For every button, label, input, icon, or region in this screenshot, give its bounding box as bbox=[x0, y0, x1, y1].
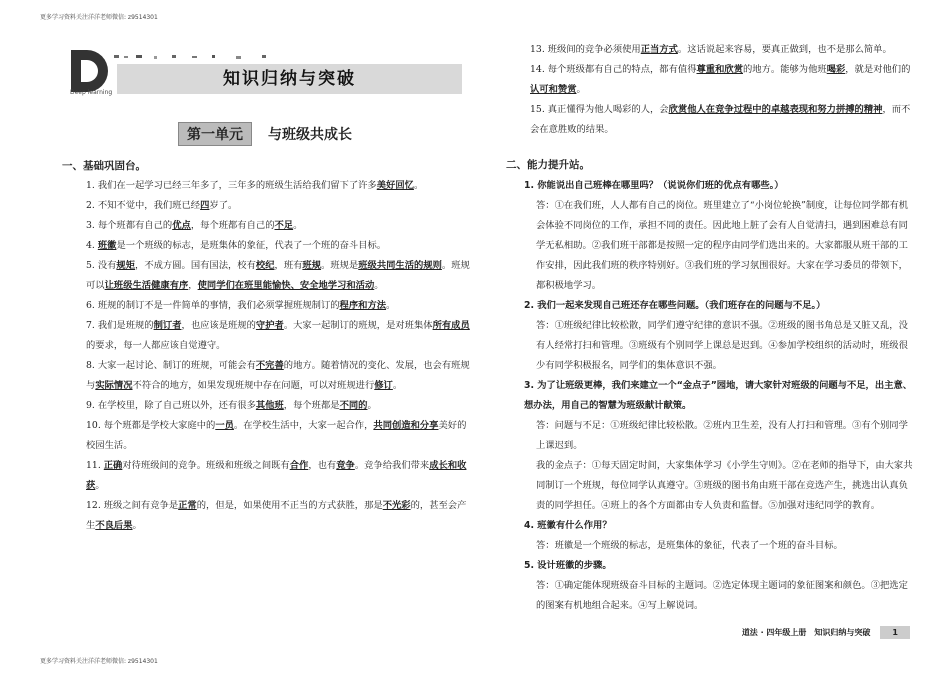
answer: 答：①在我们班，人人都有自己的岗位。班里建立了“小岗位轮换”制度，让每位同学都有机会体验不同岗位的工作，承担不同的责任。因此地上脏了会有人自觉清扫，遇到困难总有同学无私相助。②我们班干部都是按照一定的程序由同学们选出来的。大家都服从班干部的工作安排，因此我们班的秩序特别好。③我们班的学习氛围很好。大家在学习委员的带领下，都积极地学习。 bbox=[536, 200, 909, 291]
page-footer bbox=[742, 626, 910, 639]
basic-list-cont bbox=[520, 40, 916, 140]
answer: 答：①确定能体现班级奋斗目标的主题词。②选定体现主题词的象征图案和颜色。③把选定的图案有机地组合起来。④写上解说词。 bbox=[536, 580, 908, 611]
logo-caption: Deep learning bbox=[70, 89, 113, 96]
list-item: 9. 在学校里，除了自己班以外，还有很多其他班，每个班都是不同的。 bbox=[86, 400, 377, 411]
decorative-dots bbox=[112, 53, 282, 63]
section-heading-2: 二、能力提升站。 bbox=[506, 159, 590, 171]
list-item: 4. 班徽是一个班级的标志，是班集体的象征，代表了一个班的奋斗目标。 bbox=[86, 240, 387, 251]
question: 2. 我们一起来发现自己班还存在哪些问题。（我们班存在的问题与不足。） bbox=[524, 300, 826, 311]
list-item: 6. 班规的制订不是一件简单的事情，我们必须掌握班规制订的程序和方法。 bbox=[86, 300, 396, 311]
list-item: 11. 正确对待班级间的竞争。班级和班级之间既有合作，也有竞争。竞争给我们带来成长和收获。 bbox=[86, 460, 467, 491]
logo-d-icon bbox=[67, 48, 113, 94]
answer: 答：班徽是一个班级的标志，是班集体的象征，代表了一个班的奋斗目标。 bbox=[536, 540, 843, 551]
list-item: 3. 每个班都有自己的优点，每个班都有自己的不足。 bbox=[86, 220, 303, 231]
list-item: 15. 真正懂得为他人喝彩的人，会欣赏他人在竞争过程中的卓越表现和努力拼搏的精神，而不会在意胜败的结果。 bbox=[530, 104, 911, 135]
list-item: 2. 不知不觉中，我们班已经四岁了。 bbox=[86, 200, 238, 211]
page-number: 1 bbox=[880, 626, 910, 639]
answer: 答：①班级纪律比较松散，同学们遵守纪律的意识不强。②班级的图书角总是又脏又乱，没有人经常打扫和管理。③班级有个别同学上课总是迟到。④参加学校组织的活动时，班级很少有同学积极报名，同学们的集体意识不强。 bbox=[536, 320, 908, 371]
list-item: 7. 我们是班规的制订者，也应该是班规的守护者。大家一起制订的班规，是对班集体所有成员的要求，每一人都应该自觉遵守。 bbox=[86, 320, 470, 351]
list-item: 1. 我们在一起学习已经三年多了，三年多的班级生活给我们留下了许多美好回忆。 bbox=[86, 180, 424, 191]
question: 3. 为了让班级更棒，我们来建立一个“金点子”园地，请大家针对班级的问题与不足，出主意、想办法，用自己的智慧为班级献计献策。 bbox=[524, 380, 913, 411]
unit-label: 第一单元 bbox=[178, 122, 252, 146]
watermark-bottom: 更多学习资料关注洋洋老师微信: z9514301 bbox=[40, 658, 158, 665]
list-item: 13. 班级间的竞争必须使用正当方式。这话说起来容易，要真正做到，也不是那么简单。 bbox=[530, 44, 892, 55]
unit-title: 与班级共成长 bbox=[268, 127, 352, 143]
list-item: 14. 每个班级都有自己的特点，都有值得尊重和欣赏的地方。能够为他班喝彩，就是对他们的认可和赞赏。 bbox=[530, 64, 911, 95]
answer: 答：问题与不足：①班级纪律比较松散。②班内卫生差，没有人打扫和管理。③有个别同学上课迟到。 我的金点子：①每天固定时间，大家集体学习《小学生守则》。②在老师的指导下，由大家共同制订一个班规，每位同学认真遵守。③班级的图书角由班干部在竞选产生，挑选出认真负责的同学担任。④班上的各个方面都由专人负责和监督。⑤加强对违纪同学的教育。 bbox=[536, 420, 913, 511]
question: 1. 你能说出自己班棒在哪里吗？（说说你们班的优点有哪些。） bbox=[524, 180, 784, 191]
qa-list bbox=[524, 176, 916, 616]
list-item: 5. 没有规矩，不成方圆。国有国法，校有校纪，班有班规。班规是班级共同生活的规则。班规可以让班级生活健康有序，使同学们在班里能愉快、安全地学习和活动。 bbox=[86, 260, 470, 291]
page-title: 知识归纳与突破 bbox=[117, 64, 462, 94]
question: 5. 设计班徽的步骤。 bbox=[524, 560, 612, 571]
list-item: 12. 班级之间有竞争是正常的，但是，如果使用不正当的方式获胜，那是不光彩的，甚至会产生不良后果。 bbox=[86, 500, 467, 531]
watermark-top: 更多学习资料关注洋洋老师微信: z9514301 bbox=[40, 14, 158, 21]
list-item: 8. 大家一起讨论、制订的班规，可能会有不完善的地方。随着情况的变化、发展，也会有班规与实际情况不符合的地方，如果发现班规中存在问题，可以对班规进行修订。 bbox=[86, 360, 470, 391]
footer-text: 道法 · 四年级上册 知识归纳与突破 bbox=[741, 628, 871, 637]
list-item: 10. 每个班都是学校大家庭中的一员。在学校生活中，大家一起合作，共同创造和分享美好的校园生活。 bbox=[86, 420, 467, 451]
unit-heading bbox=[178, 122, 352, 146]
question: 4. 班徽有什么作用？ bbox=[524, 520, 612, 531]
basic-list bbox=[76, 176, 472, 536]
section-heading-1: 一、基础巩固台。 bbox=[62, 160, 146, 172]
